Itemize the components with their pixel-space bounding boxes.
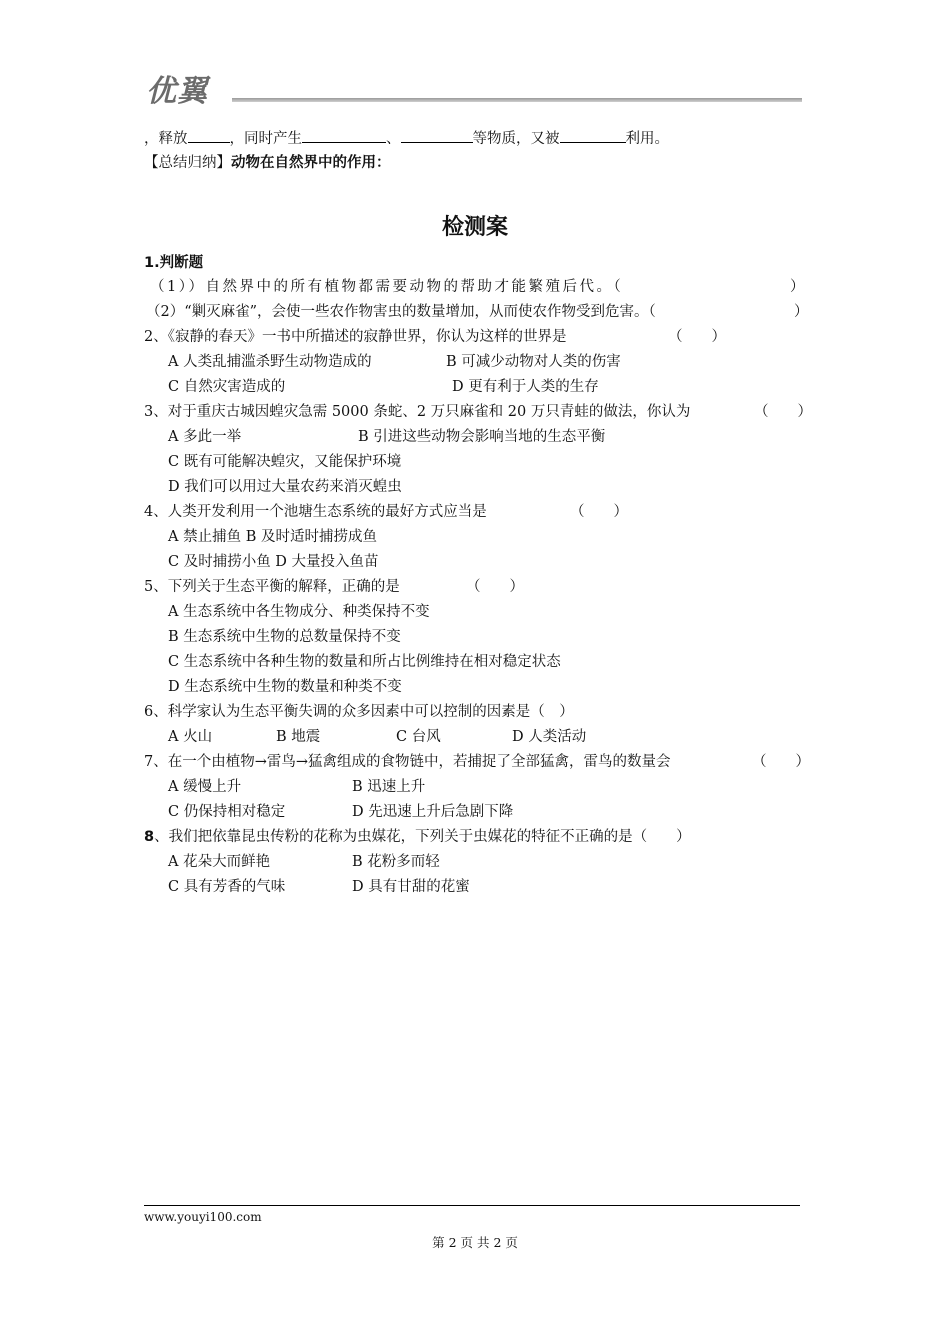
judge-item-2: （2）“剿灭麻雀”，会使一些农作物害虫的数量增加，从而使农作物受到危害。（: [146, 304, 656, 320]
q5-option-b: B 生态系统中生物的总数量保持不变: [168, 629, 401, 645]
text-fragment: 等物质，又被: [472, 131, 560, 147]
answer-blank[interactable]: [401, 128, 473, 143]
q6-option-a: A 火山: [168, 729, 213, 745]
q4-stem: 4、人类开发利用一个池塘生态系统的最好方式应当是: [144, 504, 487, 520]
header-rule: [232, 98, 802, 102]
answer-blank[interactable]: [302, 128, 386, 143]
q5-option-c: C 生态系统中各种生物的数量和所占比例维持在相对稳定状态: [168, 654, 561, 670]
answer-blank[interactable]: [560, 128, 626, 143]
q8-number: 8: [144, 829, 155, 845]
q8-option-a: A 花朵大而鲜艳: [168, 854, 271, 870]
q2-paren: （ ）: [668, 329, 726, 345]
fill-in-line: [144, 128, 669, 149]
youyi-logo: 优翼: [146, 74, 208, 109]
judge-item-2-end: ）: [794, 304, 809, 320]
judge-heading: 1.判断题: [144, 255, 204, 271]
summary-line: [144, 153, 391, 173]
q5-stem: 5、下列关于生态平衡的解释，正确的是: [144, 579, 400, 595]
q6-option-d: D 人类活动: [512, 729, 587, 745]
q7-option-a: A 缓慢上升: [168, 779, 242, 795]
judge-item-1-end: ）: [790, 279, 805, 295]
q3-paren: （ ）: [754, 404, 812, 420]
q3-option-d: D 我们可以用过大量农药来消灭蝗虫: [168, 479, 402, 495]
q8-stem: [144, 827, 691, 847]
q6-option-c: C 台风: [396, 729, 441, 745]
q2-option-c: C 自然灾害造成的: [168, 379, 286, 395]
q2-stem: 2、《寂静的春天》一书中所描述的寂静世界，你认为这样的世界是: [144, 329, 567, 345]
q3-option-b: B 引进这些动物会影响当地的生态平衡: [358, 429, 606, 445]
q7-paren: （ ）: [752, 754, 810, 770]
q3-option-c: C 既有可能解决蝗灾，又能保护环境: [168, 454, 402, 470]
q8-stem-text: 、我们把依靠昆虫传粉的花称为虫媒花，下列关于虫媒花的特征不正确的是（ ）: [154, 829, 691, 845]
footer-url[interactable]: www.youyi100.com: [144, 1210, 262, 1224]
q4-options-cd: C 及时捕捞小鱼 D 大量投入鱼苗: [168, 554, 379, 570]
summary-text: 动物在自然界中的作用：: [231, 155, 391, 171]
q3-stem: 3、对于重庆古城因蝗灾急需 5000 条蛇、2 万只麻雀和 20 万只青蛙的做法，你认为: [144, 404, 691, 420]
q2-option-d: D 更有利于人类的生存: [452, 379, 599, 395]
page-number: 第 2 页 共 2 页: [432, 1235, 518, 1250]
q8-option-c: C 具有芳香的气味: [168, 879, 286, 895]
q3-option-a: A 多此一举: [168, 429, 242, 445]
footer-rule: [144, 1205, 800, 1206]
q6-option-b: B 地震: [276, 729, 321, 745]
q7-stem: 7、在一个由植物→雷鸟→猛禽组成的食物链中，若捕捉了全部猛禽，雷鸟的数量会: [144, 754, 671, 770]
q5-paren: （ ）: [466, 579, 524, 595]
section-title: 检测案: [441, 215, 508, 240]
answer-blank[interactable]: [188, 128, 230, 143]
q4-options-ab: A 禁止捕鱼 B 及时适时捕捞成鱼: [168, 529, 377, 545]
text-fragment: ，释放: [144, 131, 188, 147]
q7-option-d: D 先迅速上升后急剧下降: [352, 804, 514, 820]
q8-option-d: D 具有甘甜的花蜜: [352, 879, 470, 895]
q7-option-b: B 迅速上升: [352, 779, 426, 795]
q7-option-c: C 仍保持相对稳定: [168, 804, 286, 820]
q8-option-b: B 花粉多而轻: [352, 854, 440, 870]
text-fragment: 利用。: [625, 131, 669, 147]
summary-label: 【总结归纳】: [144, 155, 231, 171]
text-fragment: 、: [386, 131, 401, 147]
q2-option-b: B 可减少动物对人类的伤害: [446, 354, 621, 370]
q2-option-a: A 人类乱捕滥杀野生动物造成的: [168, 354, 372, 370]
q4-paren: （ ）: [570, 504, 628, 520]
text-fragment: ，同时产生: [229, 131, 302, 147]
q5-option-a: A 生态系统中各生物成分、种类保持不变: [168, 604, 430, 620]
judge-item-1: （1））自然界中的所有植物都需要动物的帮助才能繁殖后代。（: [150, 279, 624, 295]
q6-stem: 6、科学家认为生态平衡失调的众多因素中可以控制的因素是（ ）: [144, 704, 574, 720]
q5-option-d: D 生态系统中生物的数量和种类不变: [168, 679, 402, 695]
